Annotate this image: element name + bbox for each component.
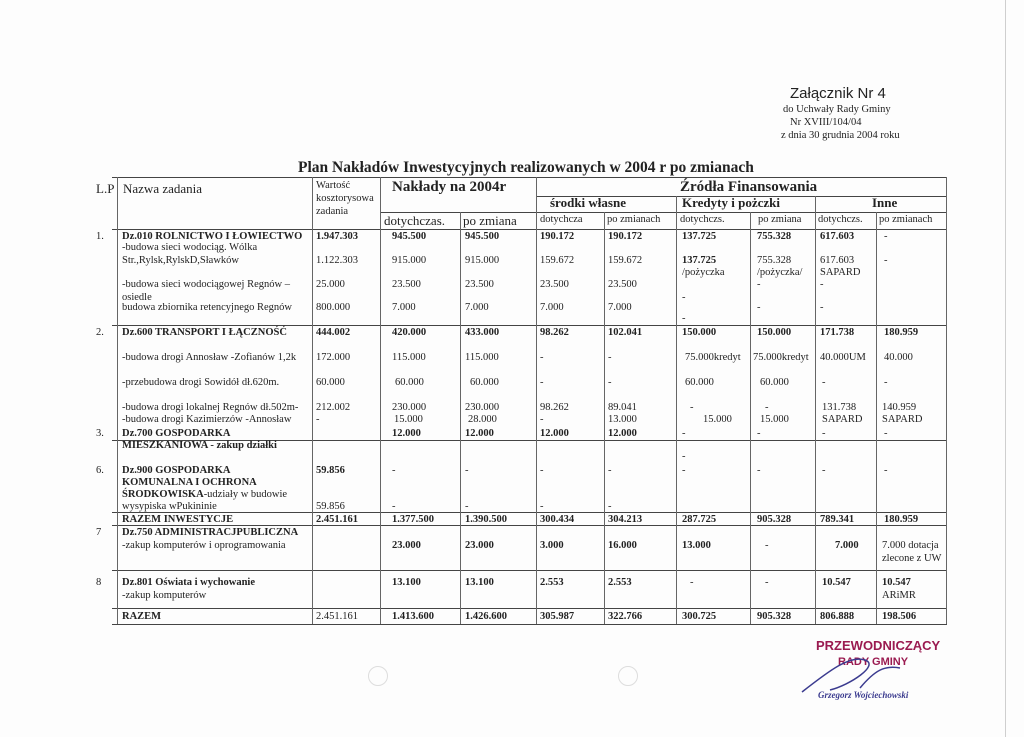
table-border (112, 624, 947, 625)
table-border (112, 570, 947, 571)
signature-name: Grzegorz Wojciechowski (818, 690, 909, 700)
table-border (536, 177, 537, 624)
row-name: Str.,Rylsk,RylskD,Sławków (122, 255, 240, 266)
row-name: -przebudowa drogi Sowidół dł.620m. (122, 377, 280, 388)
cell: 28.000 (468, 414, 497, 425)
cell: 159.672 (608, 255, 643, 266)
chairman-stamp-council: RADY GMINY (838, 656, 909, 668)
cell: 300.725 (682, 611, 717, 622)
cell: 13.000 (682, 540, 711, 551)
cell: 433.000 (465, 327, 500, 338)
header-previous: dotychczs. (680, 214, 725, 225)
cell: zlecone z UW (882, 553, 942, 564)
cell: - (765, 577, 769, 588)
cell: - (608, 352, 612, 363)
header-after-change: po zmiana (758, 214, 802, 225)
cell: - (608, 465, 612, 476)
header-value: zadania (316, 206, 349, 217)
cell: 12.000 (392, 428, 421, 439)
table-border (946, 177, 947, 624)
row-lp: 1. (96, 231, 104, 242)
cell: 23.500 (608, 279, 637, 290)
cell: - (884, 255, 888, 266)
cell: 1.122.303 (316, 255, 358, 266)
row-name: -budowa sieci wodociąg. Wólka (122, 242, 258, 253)
table-border (676, 196, 677, 624)
cell: - (822, 428, 826, 439)
cell: 150.000 (757, 327, 792, 338)
cell: 1.413.600 (392, 611, 434, 622)
cell: 98.262 (540, 402, 569, 413)
header-previous: dotychcza (540, 214, 583, 225)
cell: - (757, 302, 761, 313)
cell: 3.000 (540, 540, 564, 551)
row-lp: 8 (96, 577, 102, 588)
cell: 190.172 (540, 231, 575, 242)
table-border (112, 325, 947, 326)
cell: 198.506 (882, 611, 917, 622)
cell: 15.000 (394, 414, 423, 425)
annex-title: Załącznik Nr 4 (790, 85, 886, 102)
cell: 7.000 dotacja (882, 540, 939, 551)
cell: 7.000 (540, 302, 564, 313)
cell: 789.341 (820, 514, 855, 525)
cell: - (465, 465, 469, 476)
row-name: wysypiska wPukininie (122, 501, 217, 512)
cell: 60.000 (685, 377, 714, 388)
row-lp: 6. (96, 465, 104, 476)
cell: - (765, 540, 769, 551)
table-border (312, 177, 313, 624)
cell: 180.959 (884, 514, 919, 525)
document-title: Plan Nakładów Inwestycyjnych realizowanych w 2004 r po zmianach (298, 159, 754, 176)
cell: 59.856 (316, 501, 345, 512)
cell: 617.603 (820, 231, 855, 242)
row-name: Dz.600 TRANSPORT I ŁĄCZNOŚĆ (122, 327, 287, 338)
cell: 12.000 (540, 428, 569, 439)
cell: 2.451.161 (316, 611, 358, 622)
cell: 23.000 (465, 540, 494, 551)
cell: 75.000kredyt (753, 352, 809, 363)
cell: 89.041 (608, 402, 637, 413)
row-name: Dz.010 ROLNICTWO I ŁOWIECTWO (122, 231, 303, 242)
table-border (112, 512, 947, 513)
cell: - (608, 501, 612, 512)
row-name: KOMUNALNA I OCHRONA (122, 477, 257, 488)
cell: - (757, 465, 761, 476)
header-previous: dotychczs. (818, 214, 863, 225)
cell: - (540, 501, 544, 512)
header-loans: Kredyty i pożczki (682, 195, 780, 210)
header-value: Wartość (316, 180, 351, 191)
row-name: Dz.700 GOSPODARKA (122, 428, 231, 439)
cell: 7.000 (608, 302, 632, 313)
cell: 1.377.500 (392, 514, 434, 525)
cell: - (757, 428, 761, 439)
header-own-funds: środki własne (550, 195, 626, 210)
cell: - (682, 428, 686, 439)
page-edge (1005, 0, 1006, 737)
cell: - (540, 352, 544, 363)
cell: - (884, 428, 888, 439)
table-border (460, 212, 461, 624)
cell: 98.262 (540, 327, 569, 338)
cell: - (540, 414, 544, 425)
cell: 2.451.161 (316, 514, 358, 525)
cell: SAPARD (822, 414, 863, 425)
cell: 115.000 (392, 352, 426, 363)
cell: 905.328 (757, 611, 792, 622)
row-lp: 2. (96, 327, 104, 338)
cell: 1.426.600 (465, 611, 507, 622)
cell: 23.500 (392, 279, 421, 290)
annex-line-2: Nr XVIII/104/04 (790, 117, 862, 128)
cell: 915.000 (465, 255, 500, 266)
header-after-change: po zmianach (607, 214, 661, 225)
table-border (604, 212, 605, 624)
cell: 137.725 (682, 231, 717, 242)
cell: - (822, 465, 826, 476)
cell: 102.041 (608, 327, 643, 338)
header-previous: dotychczas. (384, 213, 446, 228)
cell: - (392, 501, 396, 512)
cell: 23.000 (392, 540, 421, 551)
cell: - (540, 465, 544, 476)
cell: 806.888 (820, 611, 855, 622)
cell: ARiMR (882, 590, 916, 601)
table-border (815, 196, 816, 624)
cell: 10.547 (882, 577, 911, 588)
row-name: -zakup komputerów (122, 590, 207, 601)
row-name: -zakup komputerów i oprogramowania (122, 540, 286, 551)
cell: - (682, 465, 686, 476)
row-name: Dz.750 ADMINISTRACJPUBLICZNA (122, 527, 299, 538)
cell: 159.672 (540, 255, 575, 266)
cell: 322.766 (608, 611, 643, 622)
cell: 140.959 (882, 402, 917, 413)
cell: - (392, 465, 396, 476)
cell: 12.000 (465, 428, 494, 439)
cell: 945.500 (465, 231, 500, 242)
header-task-name: Nazwa zadania (123, 181, 203, 196)
cell: 1.947.303 (316, 231, 358, 242)
cell: 230.000 (465, 402, 500, 413)
cell: - (540, 377, 544, 388)
row-name: -budowa drogi Kazimierzów -Annosław (122, 414, 292, 425)
cell: 75.000kredyt (685, 352, 741, 363)
cell: 300.434 (540, 514, 575, 525)
cell: - (316, 414, 320, 425)
cell: 60.000 (316, 377, 345, 388)
header-expenditure: Nakłady na 2004r (392, 179, 507, 195)
cell: 800.000 (316, 302, 351, 313)
row-name: budowa zbiornika retencyjnego Regnów (122, 302, 292, 313)
row-name: -budowa drogi lokalnej Regnów dł.502m- (122, 402, 299, 413)
cell: 60.000 (395, 377, 424, 388)
cell: SAPARD (882, 414, 923, 425)
cell: 137.725 (682, 255, 717, 266)
cell: - (820, 279, 824, 290)
chairman-stamp: PRZEWODNICZĄCY (816, 638, 941, 653)
cell: 7.000 (392, 302, 416, 313)
cell: 287.725 (682, 514, 717, 525)
cell: 905.328 (757, 514, 792, 525)
cell: 180.959 (884, 327, 919, 338)
cell: - (884, 465, 888, 476)
cell: - (682, 313, 686, 324)
table-border (380, 177, 381, 624)
cell: - (682, 451, 686, 462)
cell: 23.500 (465, 279, 494, 290)
annex-line-1: do Uchwały Rady Gminy (783, 104, 891, 115)
cell: 171.738 (820, 327, 855, 338)
cell: 15.000 (703, 414, 732, 425)
header-funding-sources: Źródła Finansowania (680, 179, 818, 195)
header-after-change: po zmiana (463, 213, 517, 228)
cell: 115.000 (465, 352, 499, 363)
table-border (750, 212, 751, 624)
cell: 60.000 (470, 377, 499, 388)
cell: 444.002 (316, 327, 351, 338)
cell: 190.172 (608, 231, 643, 242)
cell: 131.738 (822, 402, 857, 413)
cell: 25.000 (316, 279, 345, 290)
table-border (112, 229, 947, 230)
row-name: osiedle (122, 292, 152, 303)
cell: 59.856 (316, 465, 345, 476)
cell: /pożyczka (682, 267, 725, 278)
cell: 13.100 (465, 577, 494, 588)
row-lp: 7 (96, 527, 102, 538)
cell: 420.000 (392, 327, 427, 338)
cell: 915.000 (392, 255, 427, 266)
cell: 40.000UM (820, 352, 866, 363)
cell: /pożyczka/ (757, 267, 803, 278)
row-lp: 3. (96, 428, 104, 439)
cell: - (465, 501, 469, 512)
cell: - (820, 302, 824, 313)
cell: 16.000 (608, 540, 637, 551)
cell: 13.100 (392, 577, 421, 588)
total-label: RAZEM (122, 611, 162, 622)
cell: 945.500 (392, 231, 427, 242)
punch-hole (618, 666, 638, 686)
cell: - (884, 377, 888, 388)
cell: - (608, 377, 612, 388)
cell: 755.328 (757, 231, 792, 242)
cell: 150.000 (682, 327, 717, 338)
annex-line-3: z dnia 30 grudnia 2004 roku (781, 130, 900, 141)
cell: 10.547 (822, 577, 851, 588)
cell: 230.000 (392, 402, 427, 413)
cell: 755.328 (757, 255, 792, 266)
row-name: MIESZKANIOWA - zakup działki (122, 440, 277, 451)
table-border (112, 177, 947, 178)
cell: 12.000 (608, 428, 637, 439)
cell: 617.603 (820, 255, 855, 266)
cell: 1.390.500 (465, 514, 507, 525)
cell: 13.000 (608, 414, 637, 425)
cell: 305.987 (540, 611, 575, 622)
cell: - (822, 377, 826, 388)
cell: 7.000 (835, 540, 859, 551)
cell: 7.000 (465, 302, 489, 313)
cell: - (765, 402, 769, 413)
table-border (112, 608, 947, 609)
punch-hole (368, 666, 388, 686)
header-after-change: po zmianach (879, 214, 933, 225)
cell: 40.000 (884, 352, 913, 363)
cell: - (682, 292, 686, 303)
cell: 2.553 (608, 577, 632, 588)
subtotal-label: RAZEM INWESTYCJE (122, 514, 234, 525)
cell: 304.213 (608, 514, 643, 525)
row-name: Dz.801 Oświata i wychowanie (122, 577, 255, 588)
cell: - (690, 577, 694, 588)
cell: 60.000 (760, 377, 789, 388)
cell: 212.002 (316, 402, 351, 413)
table-border (117, 177, 118, 624)
cell: 172.000 (316, 352, 351, 363)
header-other: Inne (872, 195, 898, 210)
cell: - (884, 231, 888, 242)
cell: - (757, 279, 761, 290)
row-name: Dz.900 GOSPODARKA (122, 465, 231, 476)
cell: 15.000 (760, 414, 789, 425)
row-name-rest: -udziały w budowie (203, 489, 288, 500)
table-border (876, 212, 877, 624)
header-value: kosztorysowa (316, 193, 374, 204)
row-name (122, 490, 287, 501)
header-lp: L.P (96, 181, 115, 196)
row-name: -budowa sieci wodociągowej Regnów – (122, 279, 290, 290)
row-name-bold: ŚRODKOWISKA (122, 489, 204, 500)
cell: - (690, 402, 694, 413)
cell: 2.553 (540, 577, 564, 588)
row-name: -budowa drogi Annosław -Zofianów 1,2k (122, 352, 297, 363)
cell: SAPARD (820, 267, 861, 278)
cell: 23.500 (540, 279, 569, 290)
